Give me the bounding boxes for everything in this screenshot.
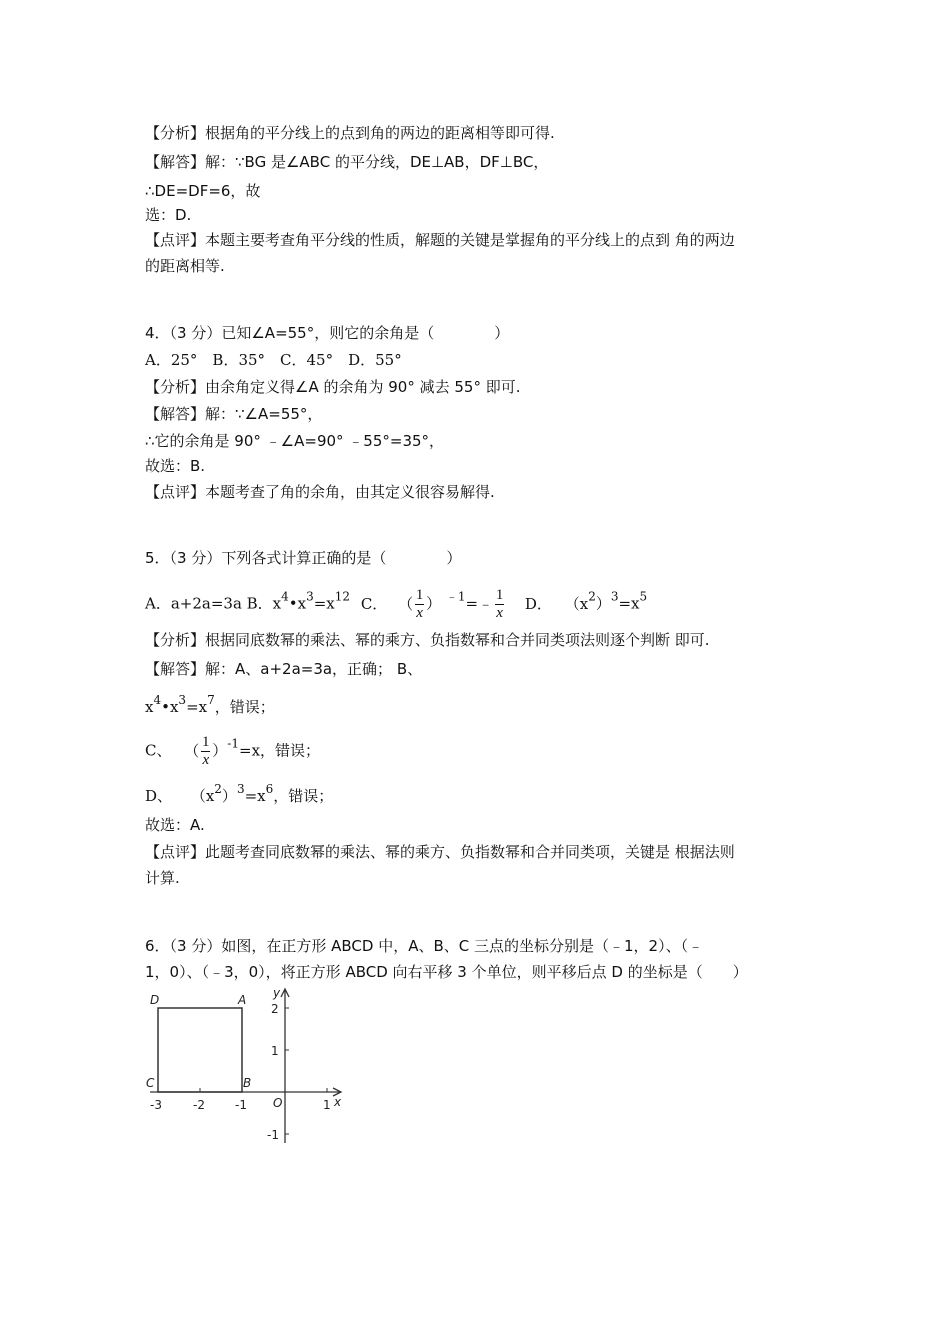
exponent: -1 xyxy=(227,736,239,751)
point-label-d: D xyxy=(150,993,160,1007)
q3-analysis: 【分析】根据角的平分线上的点到角的两边的距离相等即可得. xyxy=(145,124,555,142)
fraction-one-over-x: $\frac{1}{x}$ xyxy=(202,734,210,768)
q5-option-a-b: A．a+2a=3a B．x xyxy=(145,594,282,613)
c-line-tail: =x，错误； xyxy=(239,741,321,760)
q6-stem-line2: 1，0）、（﹣3，0），将正方形 ABCD 向右平移 3 个单位，则平移后点 D 的坐标是（ ） xyxy=(145,963,748,981)
q4-choose: 故选：B. xyxy=(145,457,206,475)
d-line-tail: ，错误； xyxy=(273,787,334,805)
option-d-label: D． xyxy=(524,594,552,613)
q5-b-line: $x^4•x^3=x^7$，错误； xyxy=(145,693,275,716)
q5-d-line: D、 $(x^2)^3=x^6$，错误； xyxy=(145,782,334,805)
times-x: •x xyxy=(288,594,307,613)
y-axis-label: y xyxy=(273,986,281,1000)
x-tick-label: -3 xyxy=(150,1098,162,1112)
x-tick-label: -2 xyxy=(193,1098,205,1112)
x-tick-label: -1 xyxy=(235,1098,247,1112)
exponent: 3 xyxy=(236,782,245,796)
c-label: C、 xyxy=(145,741,172,760)
b-line-tail: ，错误； xyxy=(214,698,275,716)
q3-choose: 选：D. xyxy=(145,206,192,224)
exponent: 3 xyxy=(610,589,619,604)
origin-label: O xyxy=(273,1096,283,1110)
exponent: 12 xyxy=(334,589,351,604)
point-label-c: C xyxy=(146,1076,155,1090)
y-tick-label: 2 xyxy=(271,1002,279,1016)
q5-choose: 故选：A. xyxy=(145,816,205,834)
q3-comment-line2: 的距离相等. xyxy=(145,257,225,275)
exponent: 5 xyxy=(639,589,648,604)
d-label: D、 xyxy=(145,787,173,805)
exponent: 3 xyxy=(178,693,187,707)
square-abcd xyxy=(158,1008,242,1092)
q6-stem-line1: 6．（3 分）如图，在正方形 ABCD 中，A、B、C 三点的坐标分别是（﹣1，2）、（﹣ xyxy=(145,937,704,955)
option-c-label: C． xyxy=(360,594,388,613)
q5-comment-line2: 计算. xyxy=(145,869,180,887)
exponent: 4 xyxy=(281,589,289,604)
exponent: 6 xyxy=(265,782,274,796)
q3-solution: 【解答】解：∵BG 是∠ABC 的平分线，DE⊥AB，DF⊥BC， xyxy=(145,153,549,171)
q4-comment: 【点评】本题考查了角的余角，由其定义很容易解得. xyxy=(145,483,495,501)
q3-therefore: ∴DE=DF=6，故 xyxy=(145,182,261,200)
equals-minus: =﹣ xyxy=(465,594,494,613)
q4-analysis: 【分析】由余角定义得∠A 的余角为 90° 减去 55° 即可. xyxy=(145,378,521,396)
q5-comment-line1: 【点评】此题考查同底数幂的乘法、幂的乘方、负指数幂和合并同类项，关键是 根据法则 xyxy=(145,843,735,861)
equals-x: =x xyxy=(313,594,335,613)
point-label-b: B xyxy=(243,1076,252,1090)
fraction-one-over-x: $\frac{1}{x}$ xyxy=(495,587,504,621)
y-tick-label: 1 xyxy=(271,1044,279,1058)
q3-comment-line1: 【点评】本题主要考查角平分线的性质，解题的关键是掌握角的平分线上的点到 角的两边 xyxy=(145,231,735,249)
q4-solution: 【解答】解：∵∠A=55°， xyxy=(145,405,323,423)
q5-solution: 【解答】解：A、a+2a=3a，正确； B、 xyxy=(145,660,423,678)
x-tick-label: 1 xyxy=(323,1098,331,1112)
exponent: ﹣1 xyxy=(445,589,466,604)
exponent: 3 xyxy=(306,589,314,604)
q5-c-line: C、 （ $\frac{1}{x}$ ）$^{-1}$=x，错误； xyxy=(145,734,321,768)
q5-options: A．a+2a=3a B．$x^4•x^3=x^{12}$ C． （ $\frac{1}{x}$ ） $^{﹣1}$=﹣ $\frac{1}{x}$ D． $(x^2)^3=x^5$ xyxy=(145,587,648,621)
exponent: 2 xyxy=(214,782,222,796)
exponent: 7 xyxy=(207,693,215,707)
point-label-a: A xyxy=(238,993,247,1007)
fraction-one-over-x: $\frac{1}{x}$ xyxy=(415,587,424,621)
q4-options: A．25° B．35° C．45° D．55° xyxy=(145,351,402,369)
exponent: 4 xyxy=(153,693,162,707)
q4-stem: 4．（3 分）已知∠A=55°，则它的余角是（ ） xyxy=(145,324,510,342)
x-axis-label: x xyxy=(334,1095,342,1109)
coordinate-figure xyxy=(140,985,355,1150)
q5-analysis: 【分析】根据同底数幂的乘法、幂的乘方、负指数幂和合并同类项法则逐个判断 即可. xyxy=(145,631,710,649)
exponent: 2 xyxy=(588,589,596,604)
q5-stem: 5．（3 分）下列各式计算正确的是（ ） xyxy=(145,549,462,567)
y-tick-label: -1 xyxy=(267,1128,279,1142)
q4-therefore: ∴它的余角是 90° ﹣∠A=90° ﹣55°=35°， xyxy=(145,432,445,450)
